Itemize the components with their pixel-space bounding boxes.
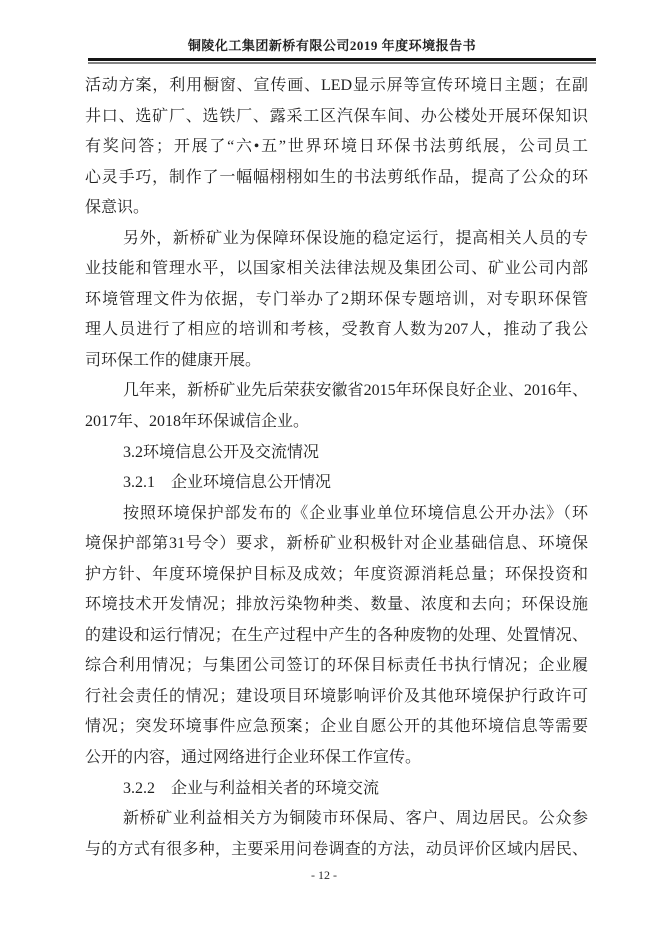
text-line: 几年来，新桥矿业先后荣获安徽省2015年环保良好企业、2016年、	[123, 382, 588, 400]
header-rule-thick-line	[88, 58, 596, 61]
text-line: 情况；突发环境事件应急预案；企业自愿公开的其他环境信息等需要	[85, 718, 588, 736]
text-line: 环境管理文件为依据，专门举办了2期环保专题培训，对专职环保管	[85, 290, 588, 308]
text-line: 按照环境保护部发布的《企业事业单位环境信息公开办法》（环	[123, 504, 588, 522]
text-line: 护方针、年度环境保护目标及成效；年度资源消耗总量；环保投资和	[85, 565, 588, 583]
text-line: 与的方式有很多种，主要采用问卷调查的方法，动员评价区域内居民、	[85, 840, 588, 858]
text-line: 2017年、2018年环保诚信企业。	[85, 413, 310, 431]
text-line: 3.2环境信息公开及交流情况	[123, 443, 320, 461]
text-line: 3.2.1 企业环境信息公开情况	[123, 474, 332, 492]
text-line: 环境技术开发情况；排放污染物种类、数量、浓度和去向；环保设施	[85, 596, 588, 614]
text-line: 心灵手巧，制作了一幅幅栩栩如生的书法剪纸作品，提高了公众的环	[85, 168, 588, 186]
text-line: 另外，新桥矿业为保障环保设施的稳定运行，提高相关人员的专	[123, 229, 588, 247]
text-line: 理人员进行了相应的培训和考核，受教育人数为207人，推动了我公	[85, 321, 588, 339]
text-line: 有奖问答；开展了“六•五”世界环境日环保书法剪纸展，公司员工	[85, 138, 588, 156]
page-footer	[0, 868, 648, 883]
text-line: 公开的内容，通过网络进行企业环保工作宣传。	[85, 749, 422, 767]
text-line: 活动方案，利用橱窗、宣传画、LED显示屏等宣传环境日主题；在副	[85, 77, 588, 94]
header-rule	[88, 58, 596, 64]
text-line: 井口、选矿厂、选铁厂、露采工区汽保车间、办公楼处开展环保知识	[85, 107, 588, 125]
header-rule-thin-line	[88, 62, 596, 64]
text-line: 业技能和管理水平，以国家相关法律法规及集团公司、矿业公司内部	[85, 260, 588, 278]
text-line: 保意识。	[85, 199, 150, 217]
text-line: 的建设和运行情况；在生产过程中产生的各种废物的处理、处置情况、	[85, 626, 588, 644]
page-number: - 12 -	[311, 868, 337, 882]
text-line: 境保护部第31号令）要求，新桥矿业积极针对企业基础信息、环境保	[85, 535, 588, 553]
page-header-title: 铜陵化工集团新桥有限公司2019 年度环境报告书	[187, 38, 477, 53]
document-lines	[85, 71, 588, 865]
text-line: 新桥矿业利益相关方为铜陵市环保局、客户、周边居民。公众参	[123, 810, 588, 828]
text-line: 司环保工作的健康开展。	[85, 351, 262, 369]
text-line: 综合利用情况；与集团公司签订的环保目标责任书执行情况；企业履	[85, 657, 588, 675]
text-line: 行社会责任的情况；建设项目环境影响评价及其他环境保护行政许可	[85, 687, 588, 705]
text-line: 3.2.2 企业与利益相关者的环境交流	[123, 779, 380, 797]
